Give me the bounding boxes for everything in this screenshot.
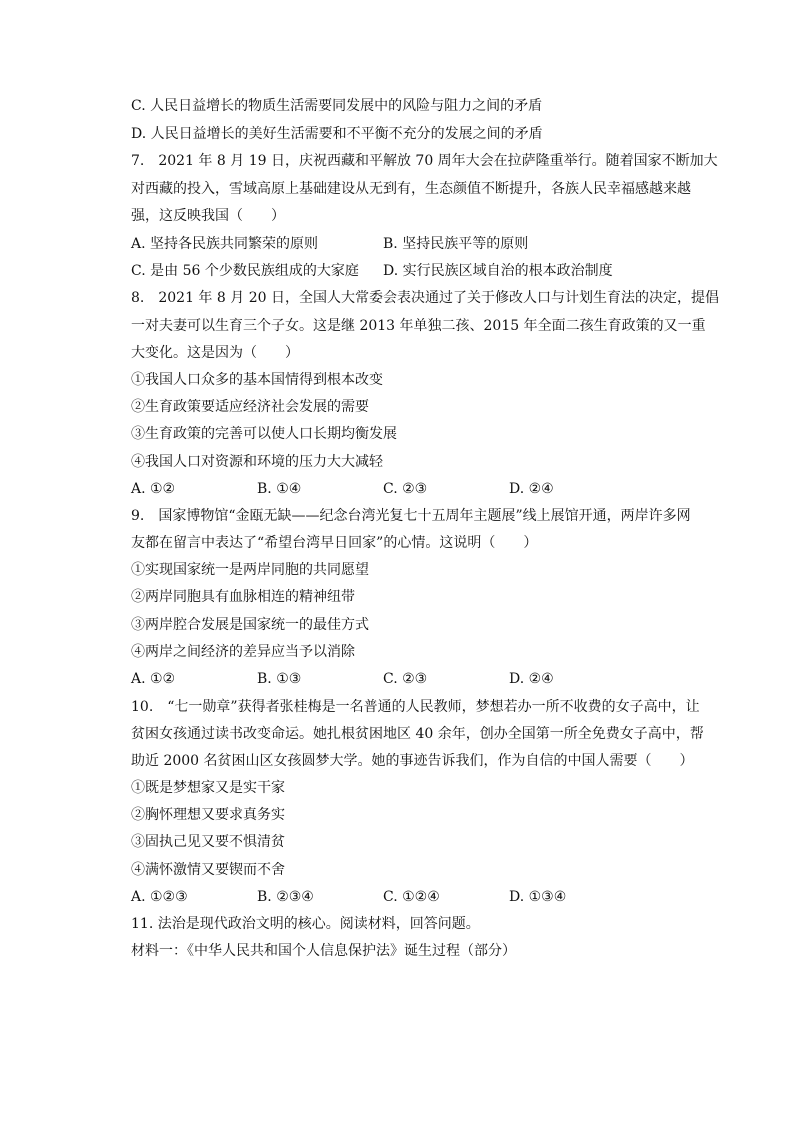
q9-option-c: C. ②③	[383, 671, 428, 687]
q10-stem-line1: 10. “七一勋章”获得者张桂梅是一名普通的人民教师，梦想若办一所不收费的女子高中，让	[131, 699, 700, 715]
q7-option-b: B. 坚持民族平等的原则	[383, 236, 529, 252]
q10-stem-line3: 助近 2000 名贫困山区女孩圆梦大学。她的事迹告诉我们，作为自信的中国人需要（ ）	[131, 753, 694, 769]
q9-statement-1: ①实现国家统一是两岸同胞的共同愿望	[131, 562, 369, 578]
q9-stem-line2: 友都在留言中表达了“希望台湾早日回家”的心情。这说明（ ）	[131, 535, 538, 551]
q10-statement-2: ②胸怀理想又要求真务实	[131, 807, 285, 823]
q10-stem-line2: 贫困女孩通过读书改变命运。她扎根贫困地区 40 余年，创办全国第一所全免费女子高中，帮	[131, 726, 704, 742]
q7-stem-line2: 对西藏的投入，雪域高原上基础建设从无到有，生态颜值不断提升，各族人民幸福感越来越	[131, 181, 691, 197]
q8-statement-4: ④我国人口对资源和环境的压力大大减轻	[131, 454, 383, 470]
q8-option-d: D. ②④	[509, 481, 554, 497]
q10-option-a: A. ①②③	[131, 889, 188, 905]
q8-statement-3: ③生育政策的完善可以使人口长期均衡发展	[131, 426, 397, 442]
q10-statement-1: ①既是梦想家又是实干家	[131, 780, 285, 796]
q11-stem: 11. 法治是现代政治文明的核心。阅读材料，回答问题。	[131, 916, 480, 932]
q8-option-a: A. ①②	[131, 481, 176, 497]
q9-option-a: A. ①②	[131, 671, 176, 687]
q9-statement-3: ③两岸腔合发展是国家统一的最佳方式	[131, 617, 369, 633]
q9-statement-2: ②两岸同胞具有血脉相连的精神纽带	[131, 589, 355, 605]
q9-stem-line1: 9. 国家博物馆“金瓯无缺——纪念台湾光复七十五周年主题展”线上展馆开通，两岸许多网	[131, 508, 691, 524]
q9-option-b: B. ①③	[257, 671, 302, 687]
q8-stem-line1: 8. 2021 年 8 月 20 日，全国人大常委会表决通过了关于修改人口与计划生育法的决定，提倡	[131, 290, 719, 306]
q10-statement-4: ④满怀激情又要锲而不舍	[131, 862, 285, 878]
q9-statement-4: ④两岸之间经济的差异应当予以消除	[131, 644, 355, 660]
q10-option-b: B. ②③④	[257, 889, 314, 905]
q10-option-d: D. ①③④	[509, 889, 567, 905]
q8-stem-line3: 大变化。这是因为（ ）	[131, 345, 299, 361]
q8-stem-line2: 一对夫妻可以生育三个子女。这是继 2013 年单独二孩、2015 年全面二孩生育政策的又一重	[131, 318, 706, 334]
q7-stem-line3: 强，这反映我国（ ）	[131, 208, 285, 224]
q6-option-c: C. 人民日益增长的物质生活需要同发展中的风险与阻力之间的矛盾	[131, 98, 543, 114]
q6-option-d: D. 人民日益增长的美好生活需要和不平衡不充分的发展之间的矛盾	[131, 126, 543, 142]
q8-statement-1: ①我国人口众多的基本国情得到根本改变	[131, 372, 383, 388]
q11-material-1-title: 材料一：《中华人民共和国个人信息保护法》诞生过程（部分）	[131, 943, 516, 959]
q10-statement-3: ③固执己见又要不惧清贫	[131, 834, 285, 850]
q8-option-c: C. ②③	[383, 481, 428, 497]
q8-option-b: B. ①④	[257, 481, 302, 497]
q9-option-d: D. ②④	[509, 671, 554, 687]
q10-option-c: C. ①②④	[383, 889, 440, 905]
q7-stem-line1: 7. 2021 年 8 月 19 日，庆祝西藏和平解放 70 周年大会在拉萨隆重举行。随着国家不断加大	[131, 153, 718, 169]
q7-option-a: A. 坚持各民族共同繁荣的原则	[131, 236, 319, 252]
q8-statement-2: ②生育政策要适应经济社会发展的需要	[131, 399, 369, 415]
q7-option-c: C. 是由 56 个少数民族组成的大家庭	[131, 263, 359, 279]
q7-option-d: D. 实行民族区域自治的根本政治制度	[383, 263, 613, 279]
